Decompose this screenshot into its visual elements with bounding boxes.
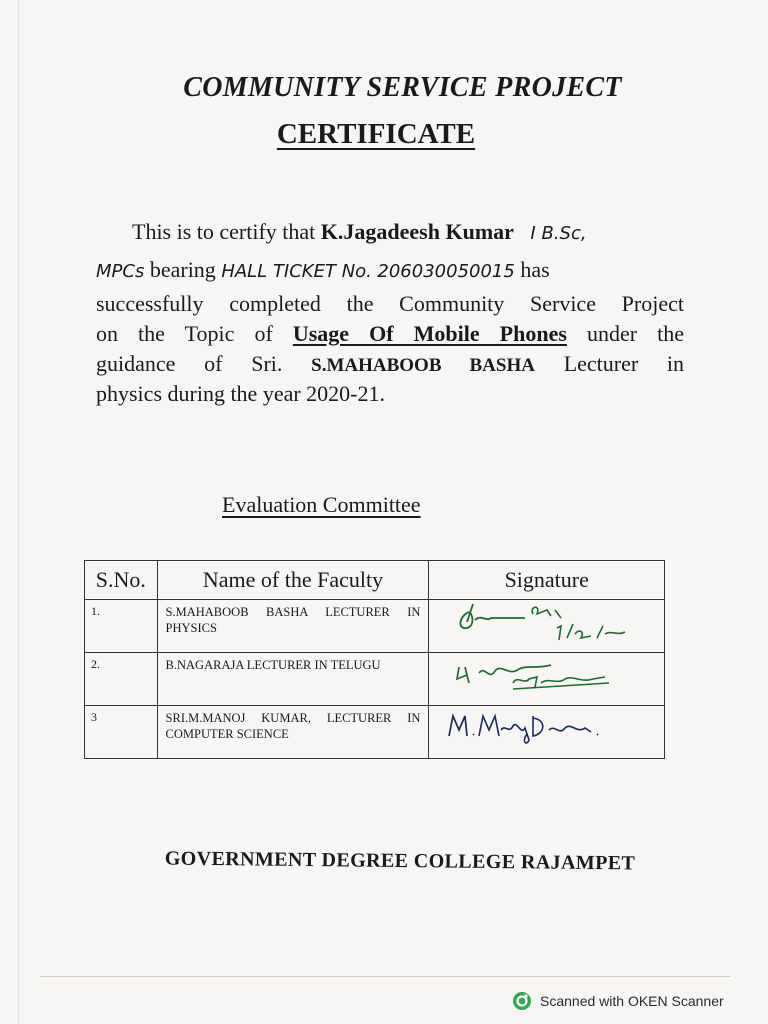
- student-name: K.Jagadeesh Kumar: [320, 219, 514, 244]
- signature-1: [429, 600, 665, 653]
- hall-ticket-label: HALL TICKET No.: [221, 261, 372, 282]
- body-line-4: [96, 318, 684, 349]
- body-line-6: physics during the year 2020-21.: [96, 381, 385, 406]
- course-name: I B.Sc,: [530, 223, 587, 244]
- topic-prefix: on the Topic of: [96, 321, 273, 346]
- scanner-logo-icon: [512, 991, 532, 1011]
- handwritten-signature-2: [429, 653, 665, 699]
- certificate-title-text: CERTIFICATE: [276, 118, 476, 150]
- guidance-prefix: guidance of: [96, 351, 223, 376]
- scanner-text: Scanned with OKEN Scanner: [540, 993, 724, 1009]
- guide-honorific: Sri.: [251, 351, 283, 376]
- faculty-table: [84, 560, 665, 759]
- row-sno: 3: [85, 706, 158, 759]
- guide-name: S.MAHABOOB BASHA: [311, 355, 535, 376]
- handwritten-signature-3: [429, 706, 665, 752]
- project-topic: Usage Of Mobile Phones: [292, 321, 567, 346]
- scanner-watermark: [512, 990, 724, 1012]
- faculty-name: S.MAHABOOB BASHA LECTURER IN PHYSICS: [157, 600, 429, 653]
- body-line-1: [132, 216, 587, 249]
- faculty-name: SRI.M.MANOJ KUMAR, LECTURER IN COMPUTER SCIENCE: [157, 706, 429, 759]
- table-header-row: [85, 561, 665, 600]
- body-line-5: [96, 348, 684, 381]
- handwritten-signature-1: [429, 600, 665, 646]
- signature-3: [429, 706, 665, 759]
- table-row: [85, 706, 665, 759]
- certify-text: This is to certify that: [132, 219, 316, 244]
- page-bottom-rule: [40, 976, 730, 977]
- paper-edge: [18, 0, 19, 1024]
- page-heading: COMMUNITY SERVICE PROJECT: [183, 72, 622, 103]
- topic-suffix: under the: [586, 321, 684, 346]
- column-header-name: Name of the Faculty: [157, 561, 429, 600]
- column-header-sno: S.No.: [85, 561, 158, 600]
- table-row: [85, 600, 665, 653]
- row-sno: 1.: [85, 600, 158, 653]
- bearing-text: bearing: [149, 257, 216, 282]
- body-line-3: successfully completed the Community Service Project: [96, 291, 684, 316]
- row-sno: 2.: [85, 653, 158, 706]
- certificate-title: [0, 118, 752, 151]
- guidance-suffix: Lecturer in: [563, 351, 685, 376]
- has-text: has: [520, 257, 550, 282]
- committee-heading: Evaluation Committee: [222, 492, 421, 517]
- body-line-2: [96, 254, 550, 287]
- college-name: GOVERNMENT DEGREE COLLEGE RAJAMPET: [164, 847, 636, 875]
- table-row: [85, 653, 665, 706]
- column-header-signature: Signature: [429, 561, 665, 600]
- signature-2: [429, 653, 665, 706]
- faculty-name: B.NAGARAJA LECTURER IN TELUGU: [157, 653, 429, 706]
- hall-ticket-number: 206030050015: [377, 261, 515, 282]
- course-group: MPCs: [96, 261, 145, 282]
